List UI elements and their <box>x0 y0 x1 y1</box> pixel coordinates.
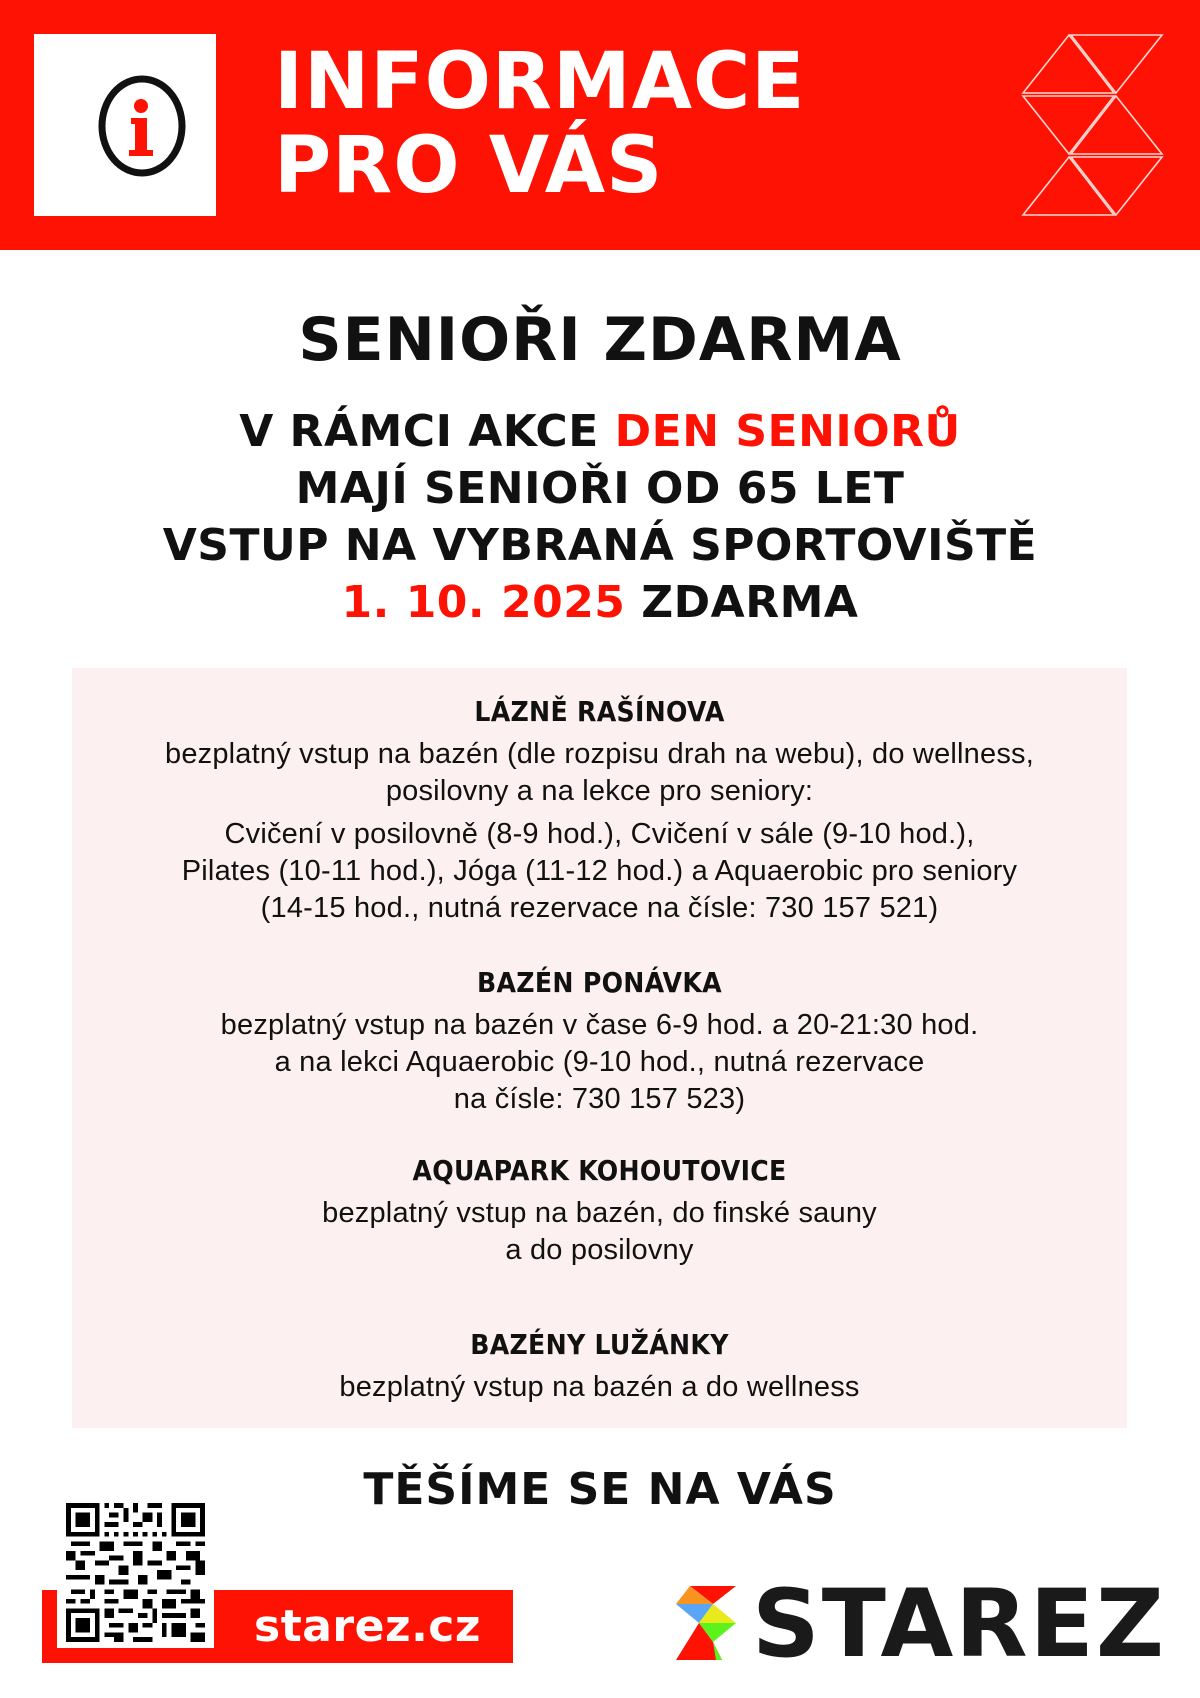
venue-description-line: a do posilovny <box>505 1234 694 1266</box>
venue-bazeny-luzanky <box>72 1327 1127 1406</box>
announcement-line-1-prefix: V RÁMCI AKCE <box>239 406 615 457</box>
website-link[interactable]: starez.cz <box>254 1601 481 1652</box>
announcement-line-3: VSTUP NA VYBRANÁ SPORTOVIŠTĚ <box>162 520 1038 571</box>
venue-description-line: a na lekci Aquaerobic (9-10 hod., nutná rezervace <box>274 1046 925 1078</box>
venue-description <box>72 1195 1127 1269</box>
venues-panel <box>72 668 1127 1428</box>
qr-code-icon[interactable] <box>57 1497 214 1648</box>
header-banner <box>0 0 1200 250</box>
venue-aquapark-kohoutovice <box>72 1153 1127 1269</box>
venue-name: BAZÉNY LUŽÁNKY <box>470 1328 729 1361</box>
event-name: DEN SENIORŮ <box>614 406 961 457</box>
announcement-line-2: MAJÍ SENIOŘI OD 65 LET <box>295 463 905 514</box>
header-title-line1: INFORMACE <box>274 37 806 127</box>
header-title-line2: PRO VÁS <box>274 121 664 211</box>
announcement-text <box>0 403 1200 631</box>
info-icon <box>97 74 187 178</box>
venue-description <box>72 736 1127 810</box>
qr-code-graphic <box>63 1503 208 1642</box>
venue-schedule-line: Pilates (10-11 hod.), Jóga (11-12 hod.) a Aquaerobic pro seniory <box>181 855 1018 887</box>
venue-description <box>72 1369 1127 1406</box>
venue-schedule-line: Cvičení v posilovně (8-9 hod.), Cvičení v sále (9-10 hod.), <box>224 818 975 850</box>
announcement-line-4-suffix: ZDARMA <box>625 577 859 628</box>
venue-schedule-line: (14-15 hod., nutná rezervace na čísle: 730 157 521) <box>260 892 939 924</box>
triangle-pattern-icon <box>1020 32 1170 222</box>
venue-schedule <box>72 816 1127 927</box>
venue-description-line: bezplatný vstup na bazén, do finské sauny <box>322 1197 877 1229</box>
venue-lazne-rasinova <box>72 694 1127 927</box>
venue-description-line: bezplatný vstup na bazén v čase 6-9 hod. a 20-21:30 hod. <box>220 1009 979 1041</box>
venue-name: AQUAPARK KOHOUTOVICE <box>412 1154 787 1187</box>
closing-message: TĚŠÍME SE NA VÁS <box>363 1464 837 1515</box>
venue-description-line: bezplatný vstup na bazén a do wellness <box>339 1371 860 1403</box>
venue-bazen-ponavka <box>72 965 1127 1118</box>
venue-description <box>72 1007 1127 1118</box>
announcement-line-4 <box>0 574 1200 631</box>
brand-name: STAREZ <box>752 1570 1167 1679</box>
event-date: 1. 10. 2025 <box>341 577 626 628</box>
info-icon-box <box>34 34 216 216</box>
page-title: SENIOŘI ZDARMA <box>298 305 902 375</box>
venue-name: LÁZNĚ RAŠÍNOVA <box>474 695 725 728</box>
venue-description-line: na čísle: 730 157 523) <box>453 1083 746 1115</box>
venue-name: BAZÉN PONÁVKA <box>477 966 722 999</box>
starez-logo-icon <box>676 1586 736 1660</box>
announcement-line-1 <box>0 403 1200 460</box>
header-title <box>274 37 806 211</box>
venue-description-line: posilovny a na lekce pro seniory: <box>385 775 814 807</box>
venue-description-line: bezplatný vstup na bazén (dle rozpisu drah na webu), do wellness, <box>164 738 1034 770</box>
